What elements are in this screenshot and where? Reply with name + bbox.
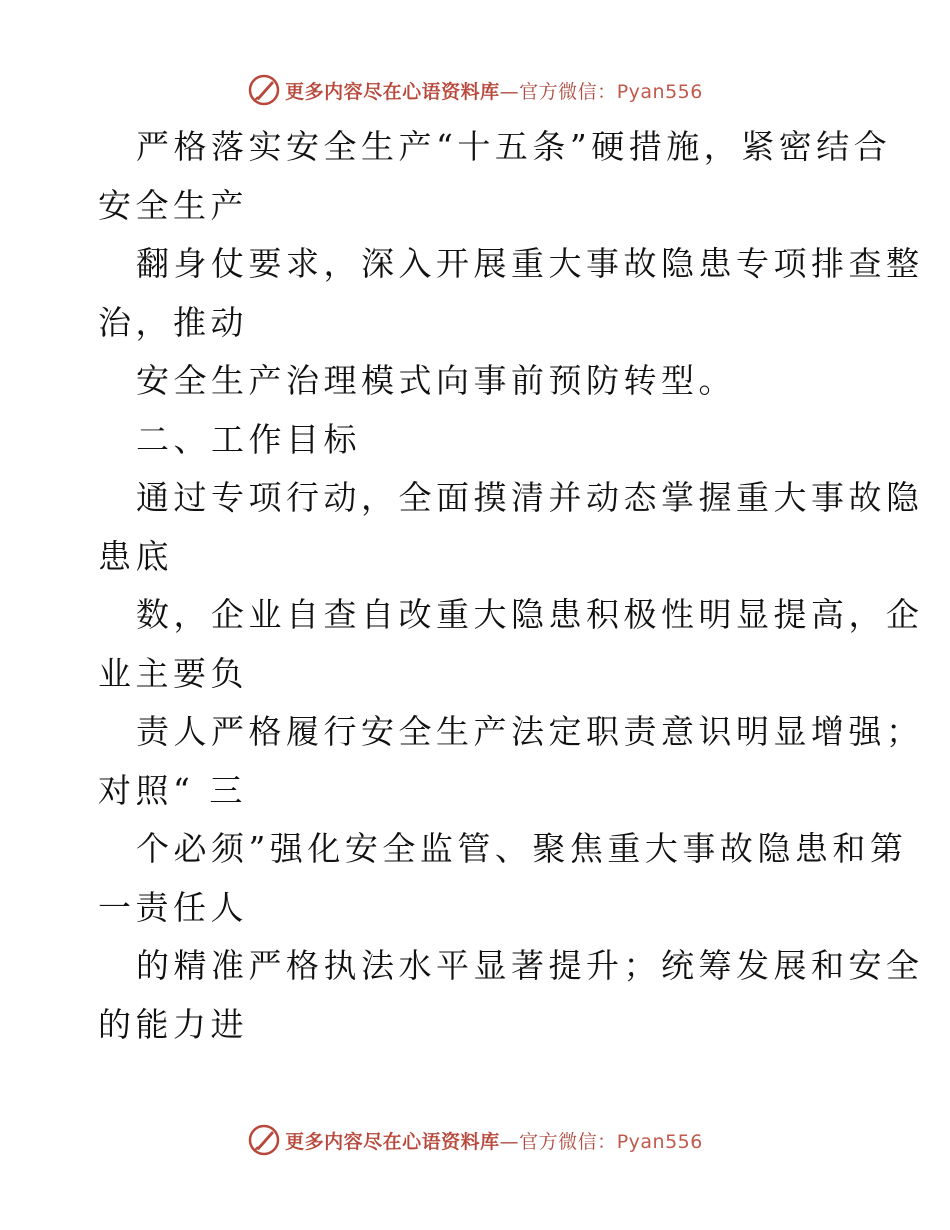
document-body <box>98 118 924 1054</box>
watermark-site: 更多内容尽在心语资料库 <box>285 80 500 103</box>
text-line: 个必须”强化安全监管、聚焦重大事故隐患和第 <box>136 829 908 868</box>
text-line: 的精准严格执法水平显著提升；统筹发展和安全 <box>136 946 924 985</box>
watermark-site: 更多内容尽在心语资料库 <box>285 1130 500 1153</box>
feather-pen-logo-icon <box>247 1123 281 1157</box>
watermark-wechat-label: 官方微信： <box>519 1130 617 1153</box>
watermark-dash: — <box>499 1130 520 1153</box>
text-line: 数，企业自查自改重大隐患积极性明显提高，企 <box>136 595 924 634</box>
watermark-wechat-label: 官方微信： <box>519 80 617 103</box>
text-line: 责人严格履行安全生产法定职责意识明显增强； <box>136 712 924 751</box>
text-line: 严格落实安全生产“十五条”硬措施，紧密结合 <box>136 127 892 166</box>
header-watermark <box>0 70 950 110</box>
text-line: 治，推动 <box>98 302 248 342</box>
text-line: 翻身仗要求，深入开展重大事故隐患专项排查整 <box>136 244 924 283</box>
text-line: 一责任人 <box>98 887 248 927</box>
footer-watermark <box>0 1120 950 1160</box>
text-line: 患底 <box>98 536 173 576</box>
text-line: 二、工作目标 <box>136 419 361 459</box>
text-line: 通过专项行动，全面摸清并动态掌握重大事故隐 <box>136 478 924 517</box>
feather-pen-logo-icon <box>247 73 281 107</box>
watermark-wechat-id: Pyan556 <box>616 1130 703 1153</box>
text-line: 安全生产治理模式向事前预防转型。 <box>136 361 736 400</box>
text-line: 安全生产 <box>98 185 248 225</box>
text-line: 的能力进 <box>98 1004 248 1044</box>
watermark-wechat-id: Pyan556 <box>616 80 703 103</box>
watermark-dash: — <box>499 80 520 103</box>
text-line: 对照“ 三 <box>98 770 247 810</box>
text-line: 业主要负 <box>98 653 248 693</box>
